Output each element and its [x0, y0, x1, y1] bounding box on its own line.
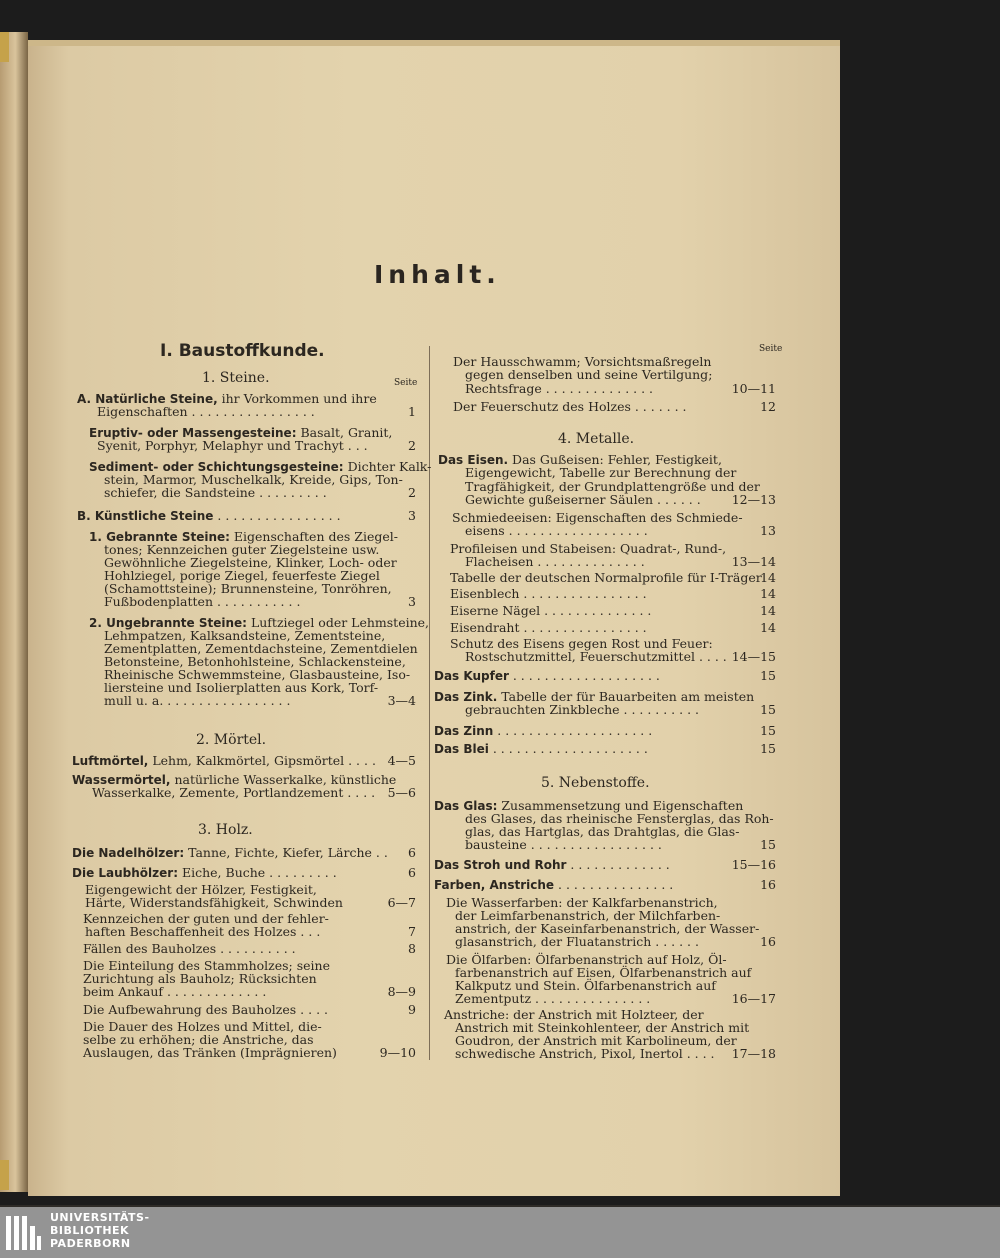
left-toc-entry-text: Die Einteilung des Stammholzes; seine: [83, 958, 331, 973]
left-toc-page-number: 8: [408, 941, 416, 956]
right-toc-entry-text: des Glases, das rheinische Fensterglas, das Roh-: [465, 811, 774, 826]
library-name-line3: PADERBORN: [50, 1237, 131, 1250]
left-toc-entry-text: Auslaugen, das Tränken (Imprägnieren): [83, 1045, 337, 1060]
right-toc-page-number: 16—17: [731, 991, 776, 1006]
right-toc-entry: [455, 1047, 715, 1060]
right-toc-entry-text: gegen denselben und seine Vertilgung;: [465, 367, 713, 382]
right-toc-entry-text: Flacheisen . . . . . . . . . . . . . .: [465, 554, 645, 569]
right-toc-entry-text: Der Feuerschutz des Holzes . . . . . . .: [453, 399, 687, 414]
left-toc-entry-text: tones; Kennzeichen guter Ziegelsteine usw.: [104, 542, 380, 557]
right-toc-entry: [455, 992, 650, 1005]
right-toc-page-number: 14—15: [731, 649, 776, 664]
left-toc-entry-text: Fußbodenplatten . . . . . . . . . . .: [104, 594, 301, 609]
left-toc-entry-text: Rheinische Schwemmsteine, Glasbausteine, Iso-: [104, 667, 411, 682]
left-toc-entry-text: Kennzeichen der guten und der fehler-: [83, 911, 329, 926]
left-toc-entry-heading: Die Laubhölzer:: [72, 866, 179, 880]
right-toc-entry-text: . . . . . . . . . . . . . . . . . . . .: [493, 723, 653, 738]
right-toc-entry-text: Das Gußeisen: Fehler, Festigkeit,: [508, 452, 722, 467]
right-toc-entry-text: Tabelle der deutschen Normalprofile für I-Träger: [450, 570, 762, 585]
right-toc-entry: [450, 587, 647, 600]
left-toc-entry-text: Zurichtung als Bauholz; Rücksichten: [83, 971, 317, 986]
section-heading-holz: 3. Holz.: [198, 822, 253, 838]
left-toc-page-number: 6—7: [387, 895, 416, 910]
right-toc-entry: [465, 382, 653, 395]
right-toc-entry-heading: Das Zinn: [434, 724, 494, 738]
right-toc-entry: [465, 650, 727, 663]
left-toc-page-number: 8—9: [387, 984, 416, 999]
left-toc-entry: [85, 925, 320, 938]
right-toc-entry: [434, 878, 673, 892]
right-toc-entry: [434, 724, 652, 738]
left-toc-page-number: 2: [408, 438, 416, 453]
right-toc-entry-text: Eisendraht . . . . . . . . . . . . . . . .: [450, 620, 647, 635]
right-toc-entry-text: Eigengewicht, Tabelle zur Berechnung der: [465, 465, 737, 480]
right-toc-entry: [453, 400, 687, 413]
right-toc-entry: [434, 858, 670, 872]
left-toc-entry-text: Eiche, Buche . . . . . . . . .: [178, 865, 337, 880]
left-toc-entry-text: mull u. a. . . . . . . . . . . . . . . . .: [104, 693, 291, 708]
library-logo-icon: [4, 1212, 42, 1254]
right-toc-entry-heading: Das Stroh und Rohr: [434, 858, 567, 872]
right-toc-entry: [465, 466, 736, 479]
right-toc-entry-heading: Das Blei: [434, 742, 489, 756]
left-toc-entry-text: liersteine und Isolierplatten aus Kork, Torf-: [104, 680, 379, 695]
left-toc-entry: [97, 405, 315, 418]
left-toc-page-number: 4—5: [387, 753, 416, 768]
left-toc-entry-text: Betonsteine, Betonhohlsteine, Schlackensteine,: [104, 654, 406, 669]
left-toc-entry: [72, 845, 388, 860]
right-toc-entry: [465, 524, 648, 537]
left-toc-entry: [97, 439, 368, 452]
right-toc-entry-text: Kalkputz und Stein. Ölfarbenanstrich auf: [455, 978, 716, 993]
left-toc-entry-text: Tanne, Fichte, Kiefer, Lärche . .: [184, 845, 388, 860]
right-toc-page-number: 15: [760, 741, 776, 756]
right-toc-page-number: 15—16: [731, 857, 776, 872]
right-toc-entry-text: glasanstrich, der Fluatanstrich . . . . . .: [455, 934, 699, 949]
section-heading-moertel: 2. Mörtel.: [196, 732, 267, 748]
right-toc-entry-text: Tragfähigkeit, der Grundplattengröße und der: [465, 479, 760, 494]
right-toc-entry: [455, 935, 699, 948]
section-heading-metalle: 4. Metalle.: [558, 431, 635, 447]
right-toc-entry-heading: Das Eisen.: [438, 453, 509, 467]
right-toc-entry-text: Gewichte gußeiserner Säulen . . . . . .: [465, 492, 701, 507]
section-heading-steine: 1. Steine.: [202, 370, 270, 386]
left-toc-entry-heading: B. Künstliche Steine: [77, 509, 214, 523]
left-toc-entry-text: schiefer, die Sandsteine . . . . . . . . .: [104, 485, 327, 500]
left-toc-entry-text: Zementplatten, Zementdachsteine, Zementdielen: [104, 641, 418, 656]
right-toc-page-number: 16: [760, 934, 776, 949]
right-toc-entry-text: Eiserne Nägel . . . . . . . . . . . . . .: [450, 603, 652, 618]
right-toc-entry: [434, 669, 660, 683]
right-toc-entry-text: schwedische Anstrich, Pixol, Inertol . . . .: [455, 1046, 715, 1061]
left-toc-entry-heading: 1. Gebrannte Steine:: [89, 530, 230, 544]
right-toc-entry-text: Zementputz . . . . . . . . . . . . . . .: [455, 991, 651, 1006]
right-toc-entry-text: Anstriche: der Anstrich mit Holzteer, der: [444, 1007, 704, 1022]
left-toc-entry-heading: Wassermörtel,: [72, 773, 171, 787]
right-toc-entry-text: Rechtsfrage . . . . . . . . . . . . . .: [465, 381, 654, 396]
right-toc-entry-text: Goudron, der Anstrich mit Karbolineum, der: [455, 1033, 737, 1048]
right-toc-entry-text: . . . . . . . . . . . . . . .: [554, 877, 674, 892]
right-toc-page-number: 17—18: [731, 1046, 776, 1061]
left-toc-entry-text: Eigengewicht der Hölzer, Festigkeit,: [85, 882, 317, 897]
left-toc-page-number: 5—6: [387, 785, 416, 800]
left-toc-entry-heading: A. Natürliche Steine,: [77, 392, 218, 406]
right-toc-page-number: 15: [760, 702, 776, 717]
left-toc-entry-text: Syenit, Porphyr, Melaphyr und Trachyt . . .: [97, 438, 368, 453]
left-toc-entry-heading: Luftmörtel,: [72, 754, 149, 768]
right-toc-entry-text: Die Ölfarben: Ölfarbenanstrich auf Holz, Öl-: [446, 952, 727, 967]
right-toc-entry-text: anstrich, der Kaseinfarbenanstrich, der Wasser-: [455, 921, 760, 936]
right-toc-entry-text: bausteine . . . . . . . . . . . . . . . . .: [465, 837, 662, 852]
left-toc-entry-text: beim Ankauf . . . . . . . . . . . . .: [83, 984, 267, 999]
left-toc-entry-text: Die Dauer des Holzes und Mittel, die-: [83, 1019, 322, 1034]
left-toc-entry-heading: Eruptiv- oder Massengesteine:: [89, 426, 297, 440]
library-name: [50, 1211, 150, 1250]
right-toc-entry-text: Profileisen und Stabeisen: Quadrat-, Rund-,: [450, 541, 727, 556]
left-toc-entry: [92, 786, 375, 799]
binding-edge-bottom: [0, 1160, 9, 1190]
left-toc-entry: [77, 509, 341, 523]
left-toc-entry-text: natürliche Wasserkalke, künstliche: [170, 772, 397, 787]
left-toc-entry-heading: 2. Ungebrannte Steine:: [89, 616, 247, 630]
left-toc-entry: [83, 942, 296, 955]
right-toc-entry-text: eisens . . . . . . . . . . . . . . . . . .: [465, 523, 648, 538]
right-toc-page-number: 12: [760, 399, 776, 414]
right-toc-entry-text: Schutz des Eisens gegen Rost und Feuer:: [450, 636, 713, 651]
left-toc-entry: [104, 486, 327, 499]
right-toc-entry: [465, 555, 645, 568]
left-toc-entry-text: Fällen des Bauholzes . . . . . . . . . .: [83, 941, 296, 956]
right-toc-entry-text: Zusammensetzung und Eigenschaften: [497, 798, 744, 813]
left-toc-entry: [72, 754, 376, 768]
left-toc-entry-text: . . . . . . . . . . . . . . . .: [213, 508, 341, 523]
right-toc-page-number: 13—14: [731, 554, 776, 569]
right-toc-page-number: 14: [760, 603, 776, 618]
binding-edge-top: [0, 32, 9, 62]
left-toc-entry-text: Basalt, Granit,: [296, 425, 393, 440]
left-toc-entry: [85, 896, 343, 909]
library-footer-bar: [0, 1207, 1000, 1258]
left-toc-entry-text: Wasserkalke, Zemente, Portlandzement . . . .: [92, 785, 376, 800]
right-toc-entry-text: der Leimfarbenanstrich, der Milchfarben-: [455, 908, 721, 923]
right-toc-entry-heading: Das Glas:: [434, 799, 498, 813]
left-toc-entry-heading: Die Nadelhölzer:: [72, 846, 185, 860]
right-toc-entry-text: Anstrich mit Steinkohlenteer, der Anstrich mit: [455, 1020, 750, 1035]
page-title: Inhalt.: [374, 260, 501, 289]
left-toc-entry-text: Härte, Widerstandsfähigkeit, Schwinden: [85, 895, 343, 910]
left-toc-entry-text: Lehm, Kalkmörtel, Gipsmörtel . . . .: [148, 753, 376, 768]
left-toc-entry-text: Die Aufbewahrung des Bauholzes . . . .: [83, 1002, 328, 1017]
left-toc-entry: [83, 985, 266, 998]
seite-label-left: Seite: [394, 378, 418, 388]
right-toc-entry-text: Eisenblech . . . . . . . . . . . . . . . .: [450, 586, 647, 601]
right-toc-entry-text: Tabelle der für Bauarbeiten am meisten: [497, 689, 755, 704]
right-toc-entry: [465, 493, 701, 506]
right-toc-entry-text: farbenanstrich auf Eisen, Ölfarbenanstrich auf: [455, 965, 752, 980]
left-toc-page-number: 3—4: [387, 693, 416, 708]
column-divider: [429, 346, 430, 1060]
right-toc-entry: [465, 368, 712, 381]
right-toc-entry: [465, 703, 699, 716]
left-toc-page-number: 3: [408, 508, 416, 523]
right-toc-entry-text: . . . . . . . . . . . . . . . . . . .: [508, 668, 660, 683]
right-toc-page-number: 13: [760, 523, 776, 538]
right-toc-entry-text: . . . . . . . . . . . . . . . . . . . .: [488, 741, 648, 756]
right-toc-entry-text: Der Hausschwamm; Vorsichtsmaßregeln: [453, 354, 712, 369]
right-toc-entry: [465, 838, 662, 851]
section-heading-nebenstoffe: 5. Nebenstoffe.: [541, 775, 650, 791]
left-toc-entry: [72, 866, 337, 880]
left-toc-entry-text: selbe zu erhöhen; die Anstriche, das: [83, 1032, 314, 1047]
right-toc-entry-heading: Farben, Anstriche: [434, 878, 555, 892]
right-toc-entry-text: gebrauchten Zinkbleche . . . . . . . . . .: [465, 702, 699, 717]
left-toc-entry-text: stein, Marmor, Muschelkalk, Kreide, Gips, Ton-: [104, 472, 403, 487]
right-toc-entry-text: glas, das Hartglas, das Drahtglas, die Glas-: [465, 824, 740, 839]
right-toc-page-number: 16: [760, 877, 776, 892]
right-toc-page-number: 14: [760, 620, 776, 635]
left-toc-entry-text: Eigenschaften des Ziegel-: [229, 529, 398, 544]
right-toc-entry: [450, 621, 647, 634]
right-toc-page-number: 10—11: [731, 381, 776, 396]
left-toc-page-number: 6: [408, 865, 416, 880]
left-toc-entry-text: ihr Vorkommen und ihre: [217, 391, 377, 406]
left-toc-entry-text: (Schamottsteine); Brunnensteine, Tonröhren,: [104, 581, 392, 596]
left-toc-entry-text: Dichter Kalk-: [343, 459, 432, 474]
left-toc-entry-text: Luftziegel oder Lehmsteine,: [246, 615, 430, 630]
left-toc-page-number: 9: [408, 1002, 416, 1017]
right-toc-page-number: 15: [760, 668, 776, 683]
right-toc-entry-text: Rostschutzmittel, Feuerschutzmittel . . . .: [465, 649, 727, 664]
left-toc-entry-heading: Sediment- oder Schichtungsgesteine:: [89, 460, 344, 474]
facing-page-edge: [0, 32, 28, 1192]
left-toc-page-number: 6: [408, 845, 416, 860]
left-toc-entry-text: Eigenschaften . . . . . . . . . . . . . . . .: [97, 404, 315, 419]
left-toc-page-number: 1: [408, 404, 416, 419]
right-toc-page-number: 15: [760, 837, 776, 852]
left-toc-entry-text: Gewöhnliche Ziegelsteine, Klinker, Loch- oder: [104, 555, 397, 570]
right-toc-page-number: 12—13: [731, 492, 776, 507]
left-toc-entry: [83, 1046, 337, 1059]
left-toc-entry-text: Lehmpatzen, Kalksandsteine, Zementsteine,: [104, 628, 386, 643]
right-toc-entry-text: Die Wasserfarben: der Kalkfarbenanstrich,: [446, 895, 718, 910]
part-title: I. Baustoffkunde.: [160, 341, 325, 361]
left-toc-page-number: 2: [408, 485, 416, 500]
right-toc-page-number: 14: [760, 586, 776, 601]
right-toc-entry-heading: Das Kupfer: [434, 669, 509, 683]
seite-label-right: Seite: [759, 344, 783, 354]
right-toc-entry-heading: Das Zink.: [434, 690, 498, 704]
left-toc-page-number: 7: [408, 924, 416, 939]
right-toc-page-number: 14: [760, 570, 776, 585]
right-toc-entry: [434, 742, 648, 756]
right-toc-entry: [450, 604, 651, 617]
left-toc-entry-text: haften Beschaffenheit des Holzes . . .: [85, 924, 321, 939]
right-toc-entry-text: . . . . . . . . . . . . .: [566, 857, 670, 872]
library-name-line2: BIBLIOTHEK: [50, 1224, 130, 1237]
left-toc-entry-text: Hohlziegel, porige Ziegel, feuerfeste Ziegel: [104, 568, 380, 583]
left-toc-page-number: 3: [408, 594, 416, 609]
right-toc-page-number: 15: [760, 723, 776, 738]
right-toc-entry-text: Schmiedeeisen: Eigenschaften des Schmiede-: [452, 510, 743, 525]
left-toc-entry: [104, 595, 300, 608]
left-toc-entry: [104, 694, 290, 707]
left-toc-entry: [83, 1003, 328, 1016]
library-name-line1: UNIVERSITÄTS-: [50, 1211, 150, 1224]
left-toc-page-number: 9—10: [379, 1045, 416, 1060]
right-toc-entry: [450, 570, 762, 585]
